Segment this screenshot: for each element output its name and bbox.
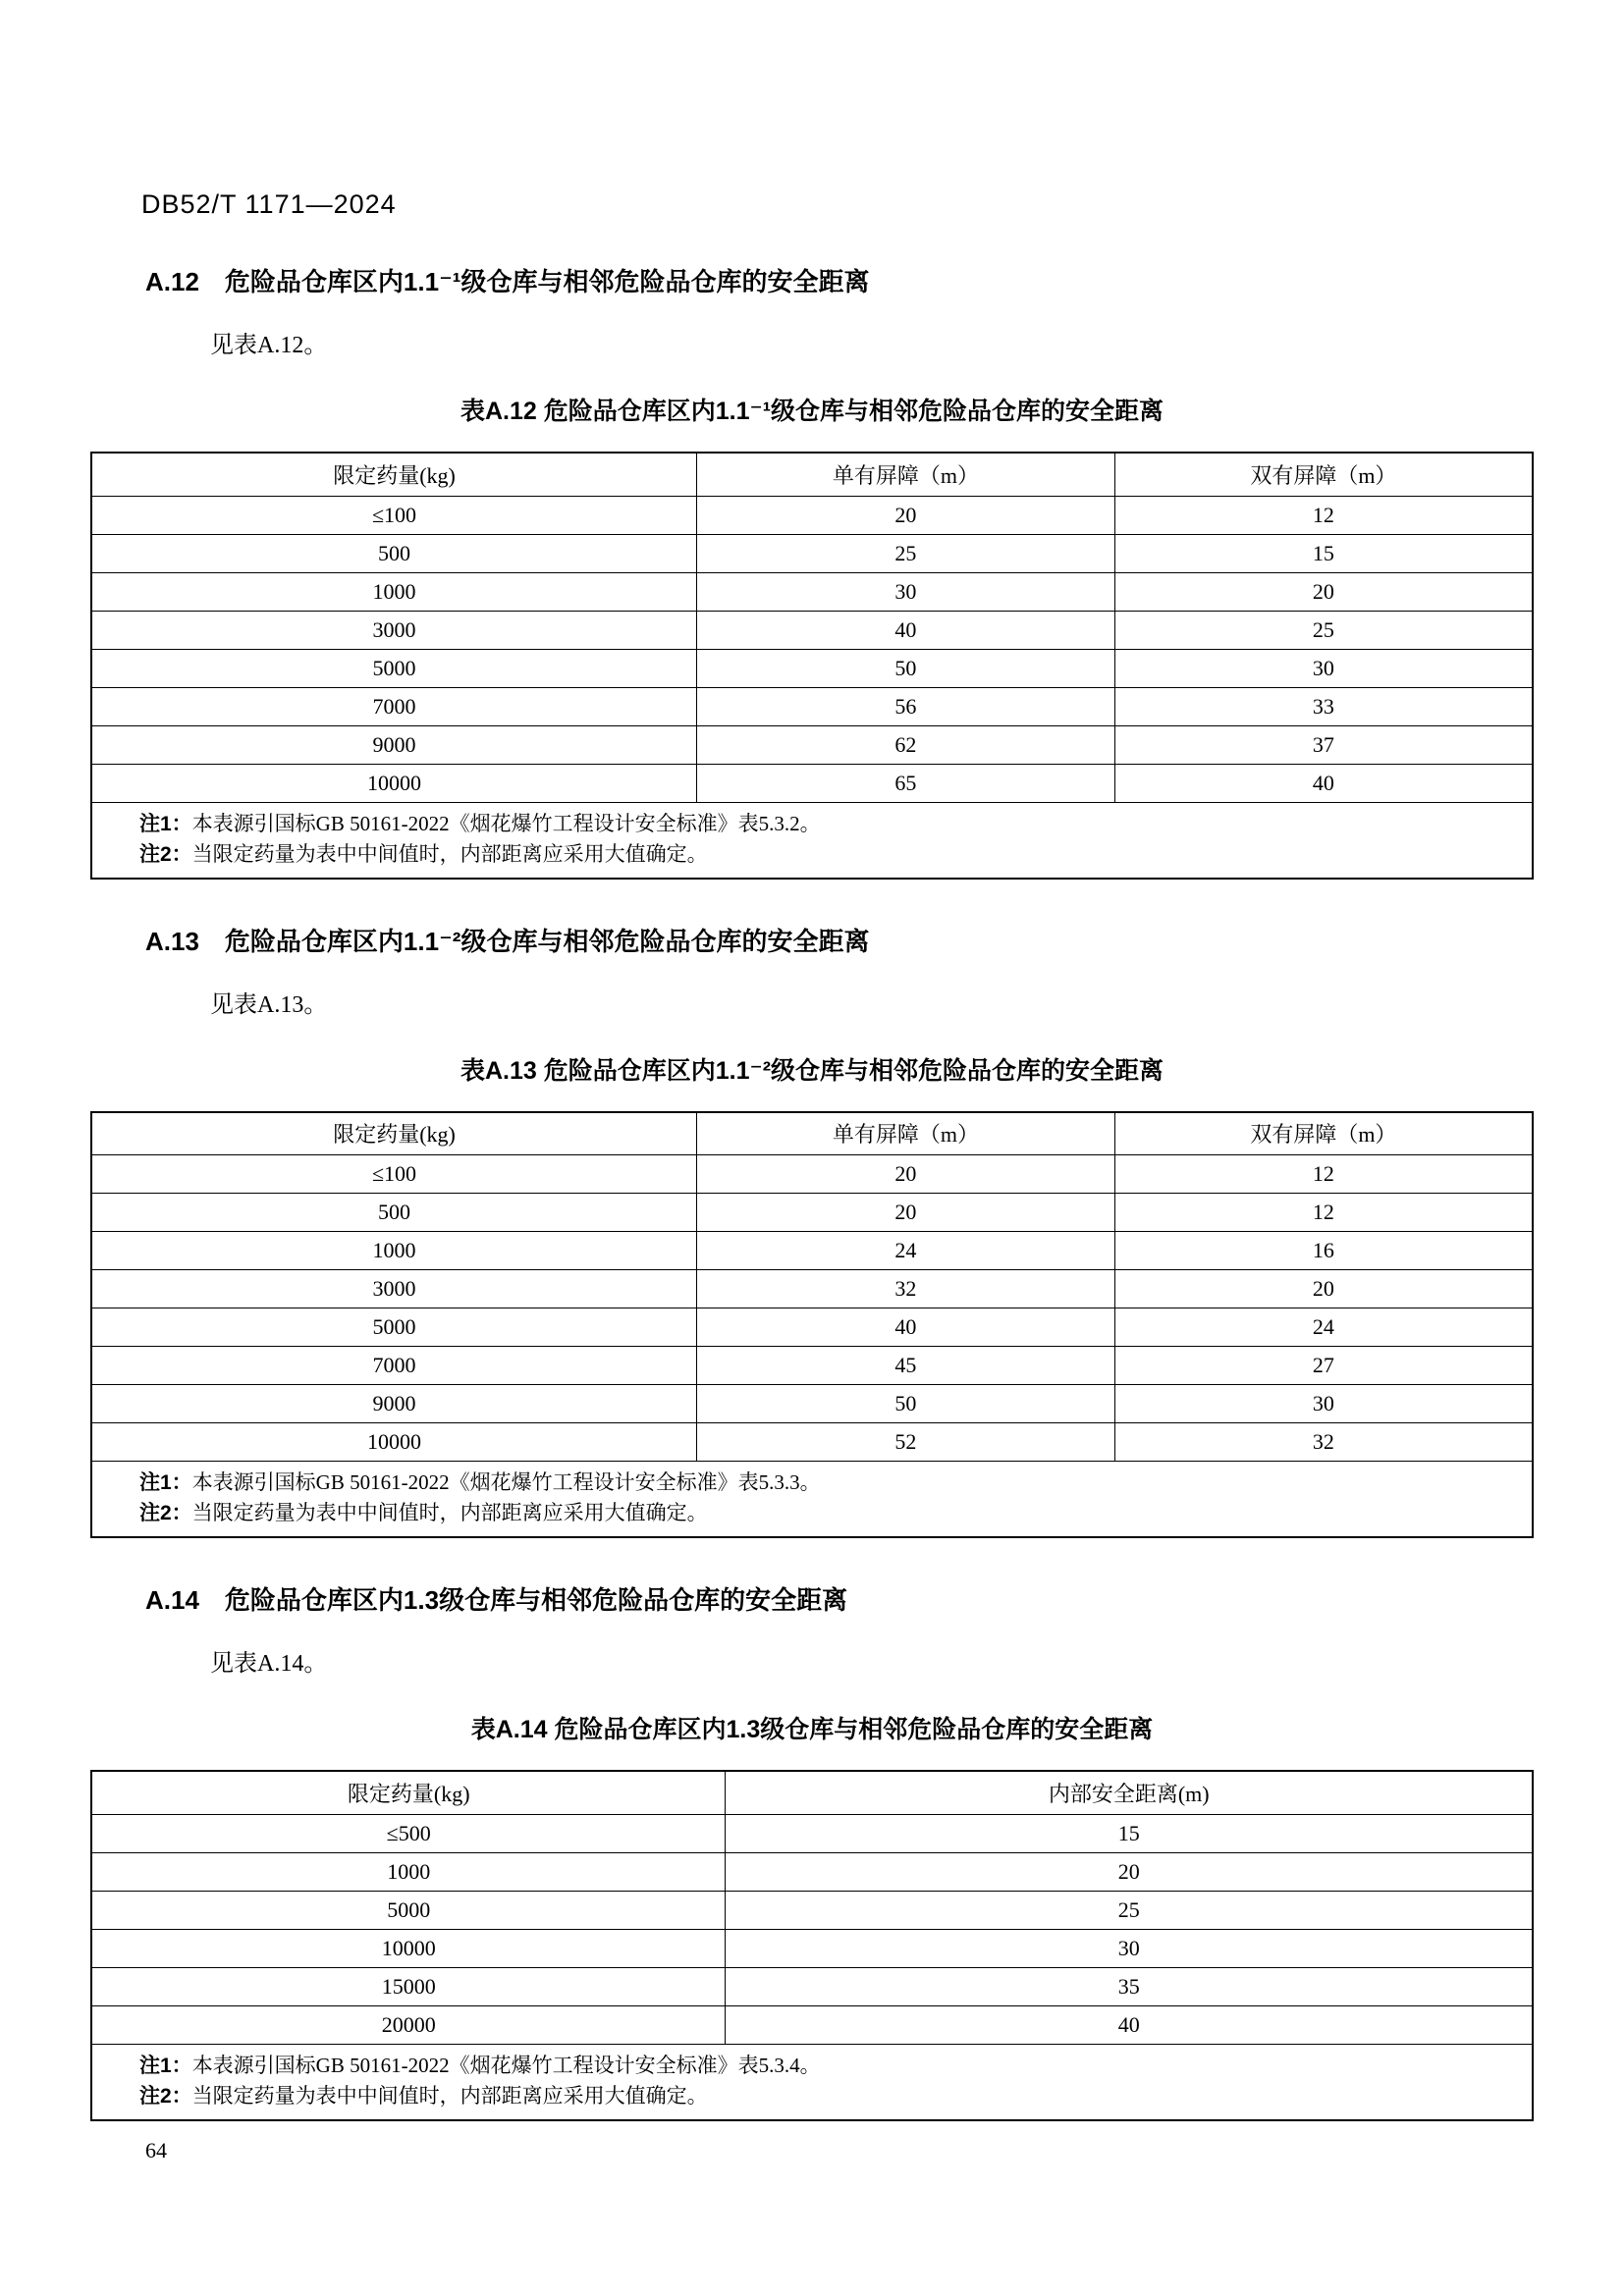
doc-number: DB52/T 1171—2024 [141,189,397,219]
table-cell: 20 [1114,572,1533,611]
table-row [91,725,1533,764]
table-cell: 27 [1114,1347,1533,1385]
table-cell: 500 [91,1194,697,1232]
table-cell: 40 [1114,764,1533,802]
section-title: 危险品仓库区内1.1⁻²级仓库与相邻危险品仓库的安全距离 [224,926,870,956]
table-row [91,1967,1533,2005]
note-text: 当限定药量为表中中间值时，内部距离应采用大值确定。 [191,1501,708,1524]
table-cell: 52 [697,1423,1115,1462]
table-row [91,1270,1533,1308]
table-cell: 20 [1114,1270,1533,1308]
table-caption: 表A.14 危险品仓库区内1.3级仓库与相邻危险品仓库的安全距离 [470,1716,1154,1743]
note-label: 注1： [139,812,192,835]
column-header: 限定药量(kg) [91,1771,726,1814]
table-cell: 20000 [91,2005,726,2044]
section-number: A.12 [145,267,199,296]
table-cell: 33 [1114,687,1533,725]
note-label: 注1： [139,1471,192,1494]
table-row [91,534,1533,572]
table-cell: 3000 [91,611,697,649]
table-notes-row [91,802,1533,879]
column-header: 单有屏障（m） [697,1112,1115,1155]
table-cell: 62 [697,725,1115,764]
table-caption: 表A.13 危险品仓库区内1.1⁻²级仓库与相邻危险品仓库的安全距离 [460,1056,1164,1085]
table-a12 [90,452,1534,880]
column-header: 内部安全距离(m) [726,1771,1533,1814]
section-heading [145,925,1534,958]
table-cell: 25 [726,1891,1533,1929]
column-header: 双有屏障（m） [1114,453,1533,496]
table-cell: 65 [697,764,1115,802]
table-cell: 15000 [91,1967,726,2005]
table-cell: 40 [697,1308,1115,1347]
table-cell: 1000 [91,1232,697,1270]
table-cell: 20 [697,496,1115,534]
note-line [139,2051,1520,2081]
table-cell: 3000 [91,1270,697,1308]
table-row [91,1814,1533,1852]
table-row [91,1423,1533,1462]
table-cell: 50 [697,1385,1115,1423]
table-a14 [90,1770,1534,2121]
table-row [91,1929,1533,1967]
table-row [91,496,1533,534]
table-cell: 1000 [91,572,697,611]
table-row [91,1232,1533,1270]
table-notes-row [91,2044,1533,2120]
table-notes [91,1462,1533,1538]
table-cell: 10000 [91,764,697,802]
table-cell: 5000 [91,1891,726,1929]
note-line [139,2081,1520,2111]
column-header: 限定药量(kg) [91,1112,697,1155]
table-cell: 16 [1114,1232,1533,1270]
table-cell: 7000 [91,1347,697,1385]
section-number: A.13 [145,926,199,956]
table-cell: 24 [697,1232,1115,1270]
table-row [91,1852,1533,1891]
note-text: 本表源引国标GB 50161-2022《烟花爆竹工程设计安全标准》表5.3.3。 [191,1470,821,1494]
note-line [139,1468,1520,1498]
table-notes [91,2044,1533,2120]
table-cell: 30 [726,1929,1533,1967]
table-cell: 37 [1114,725,1533,764]
note-label: 注1： [139,2054,192,2077]
section-heading [145,1583,1534,1617]
table-row [91,572,1533,611]
table-cell: 10000 [91,1929,726,1967]
table-cell: 12 [1114,1155,1533,1194]
page-number: 64 [145,2138,167,2163]
table-cell: 7000 [91,687,697,725]
table-cell: 32 [1114,1423,1533,1462]
table-cell: 12 [1114,496,1533,534]
table-notes-row [91,1462,1533,1538]
table-row [91,1308,1533,1347]
section-title: 危险品仓库区内1.1⁻¹级仓库与相邻危险品仓库的安全距离 [224,267,870,296]
table-cell: 25 [697,534,1115,572]
table-cell: 1000 [91,1852,726,1891]
table-header-row [91,453,1533,496]
table-cell: 12 [1114,1194,1533,1232]
note-label: 注2： [139,2084,192,2108]
section-heading [145,265,1534,298]
table-cell: 20 [697,1155,1115,1194]
column-header: 限定药量(kg) [91,453,697,496]
table-cell: 10000 [91,1423,697,1462]
table-cell: 40 [697,611,1115,649]
table-cell: 30 [697,572,1115,611]
section-a14 [90,1583,1534,2121]
section-a13 [90,925,1534,1539]
table-cell: 32 [697,1270,1115,1308]
note-text: 本表源引国标GB 50161-2022《烟花爆竹工程设计安全标准》表5.3.2。 [191,811,821,835]
see-table-text: 见表A.13。 [210,991,328,1018]
table-cell: 5000 [91,1308,697,1347]
table-row [91,764,1533,802]
table-cell: 40 [726,2005,1533,2044]
table-row [91,1385,1533,1423]
section-a12 [90,265,1534,880]
section-title: 危险品仓库区内1.3级仓库与相邻危险品仓库的安全距离 [224,1585,848,1615]
note-line [139,1498,1520,1528]
table-row [91,1194,1533,1232]
table-cell: 5000 [91,649,697,687]
table-header-row [91,1112,1533,1155]
table-cell: 9000 [91,725,697,764]
table-cell: 500 [91,534,697,572]
table-cell: 45 [697,1347,1115,1385]
table-cell: ≤100 [91,496,697,534]
table-cell: 56 [697,687,1115,725]
doc-header [141,188,1534,220]
table-caption: 表A.12 危险品仓库区内1.1⁻¹级仓库与相邻危险品仓库的安全距离 [460,398,1164,425]
section-number: A.14 [145,1585,199,1615]
table-cell: 9000 [91,1385,697,1423]
table-row [91,1891,1533,1929]
table-a13 [90,1111,1534,1539]
table-row [91,687,1533,725]
table-row [91,649,1533,687]
note-text: 本表源引国标GB 50161-2022《烟花爆竹工程设计安全标准》表5.3.4。 [191,2053,821,2077]
table-row [91,611,1533,649]
note-text: 当限定药量为表中中间值时，内部距离应采用大值确定。 [191,841,708,866]
table-header-row [91,1771,1533,1814]
table-row [91,1155,1533,1194]
table-cell: 25 [1114,611,1533,649]
table-cell: 24 [1114,1308,1533,1347]
table-row [91,1347,1533,1385]
column-header: 单有屏障（m） [697,453,1115,496]
table-cell: 30 [1114,649,1533,687]
column-header: 双有屏障（m） [1114,1112,1533,1155]
table-cell: 20 [726,1852,1533,1891]
note-label: 注2： [139,842,192,866]
table-cell: 35 [726,1967,1533,2005]
table-cell: 50 [697,649,1115,687]
note-label: 注2： [139,1502,192,1524]
see-table-text: 见表A.12。 [210,333,328,358]
table-notes [91,802,1533,879]
table-row [91,2005,1533,2044]
note-line [139,809,1520,839]
table-cell: 20 [697,1194,1115,1232]
note-text: 当限定药量为表中中间值时，内部距离应采用大值确定。 [191,2083,708,2108]
table-cell: 15 [1114,534,1533,572]
table-cell: 30 [1114,1385,1533,1423]
table-cell: ≤100 [91,1155,697,1194]
table-cell: ≤500 [91,1814,726,1852]
table-cell: 15 [726,1814,1533,1852]
note-line [139,839,1520,870]
see-table-text: 见表A.14。 [210,1651,328,1677]
